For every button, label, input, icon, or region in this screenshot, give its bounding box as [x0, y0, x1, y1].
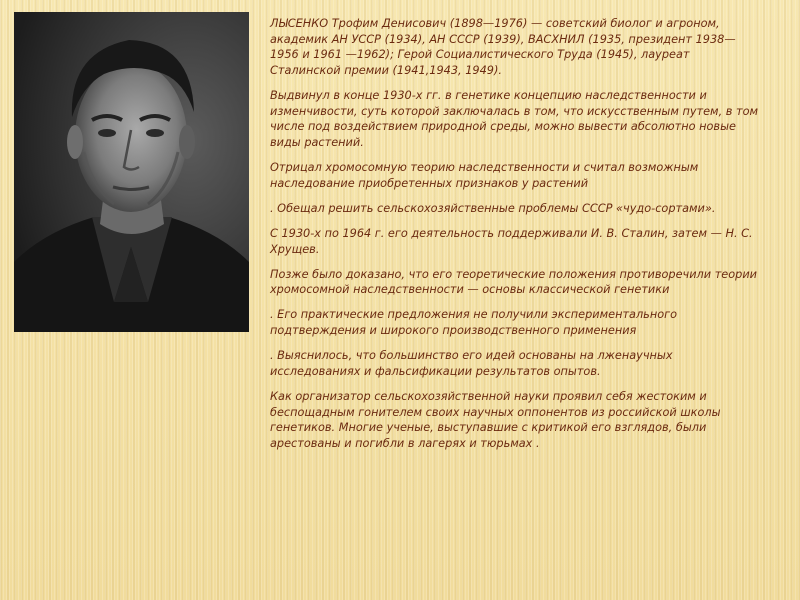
paragraph-proven: Позже было доказано, что его теоретические положения противоречили теории хромосомной наследственности — основы классической генетики: [270, 267, 758, 297]
paragraph-organizer: Как организатор сельскохозяйственной науки проявил себя жестоким и беспощадным гонителем своих научных оппонентов из российской школы генетиков. Многие ученые, выступавшие с критикой его взглядов, были арестованы и погибли в лагерях и тюрьмах .: [270, 390, 721, 450]
portrait-photo: [14, 12, 249, 332]
biography-text: [270, 16, 760, 461]
paragraph-promise: . Обещал решить сельскохозяйственные проблемы СССР «чудо-сортами».: [270, 201, 716, 215]
paragraph-concept: Выдвинул в конце 1930-х гг. в генетике концепцию наследственности и изменчивости, суть которой заключалась в том, что искусственным путем, в том числе под воздействием природной среды, можно вывести абсолютно новые виды растений.: [270, 88, 759, 149]
paragraph-falsification: . Выяснилось, что большинство его идей основаны на лженаучных исследованиях и фальсификации результатов опытов.: [270, 349, 673, 378]
paragraph-intro: ЛЫСЕНКО Трофим Денисович (1898—1976) — советский биолог и агроном, академик АН УССР (1934), АН СССР (1939), ВАСХНИЛ (1935, президент 1938—1956 и 1961 —1962); Герой Социалистического Труда (1945), лауреат Сталинской премии (1941,1943, 1949).: [270, 17, 736, 77]
paragraph-support: С 1930-х по 1964 г. его деятельность поддерживали И. В. Сталин, затем — Н. С. Хрущев.: [270, 226, 753, 256]
paragraph-practical: . Его практические предложения не получили экспериментального подтверждения и широкого производственного применения: [270, 308, 677, 338]
man-portrait-icon: [14, 12, 249, 332]
paragraph-chromosome: Отрицал хромосомную теорию наследственности и считал возможным наследование приобретенных признаков у растений: [270, 160, 699, 190]
